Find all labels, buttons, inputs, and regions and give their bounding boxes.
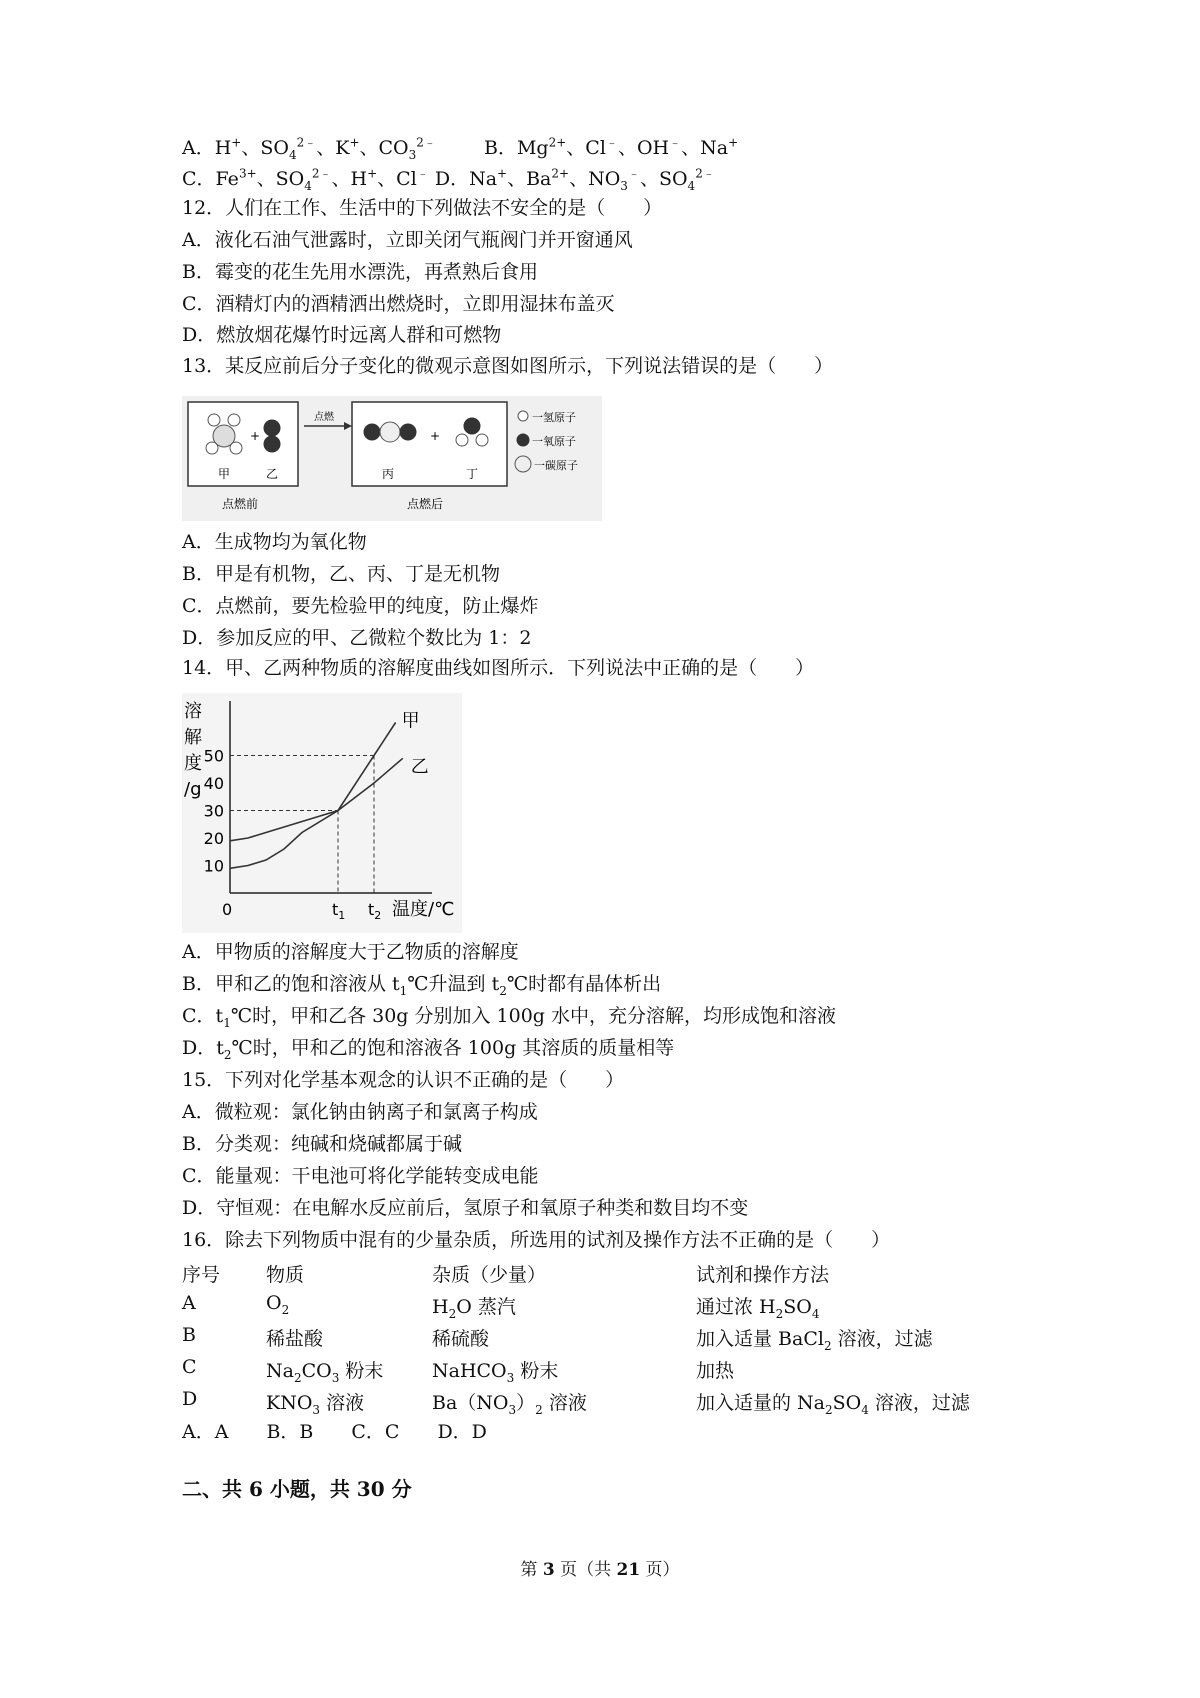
x-axis-label: 温度/℃ (392, 899, 455, 920)
q16-answer-options: A．A B．B C．C D．D (182, 1421, 487, 1443)
y-axis-label: 溶 (184, 701, 202, 722)
y-axis-label: 度 (184, 753, 202, 774)
y-tick-label: 40 (203, 774, 224, 793)
q15-option-c: C．能量观：干电池可将化学能转变成电能 (182, 1165, 539, 1187)
q11-options-cd: C．$Fe^{3+}$、$SO_4^{2﹣}$、H+、Cl﹣ D．Na+、$Ba^{2+}$、$NO_3^﹣$、$SO_4^{2﹣}$ (182, 166, 715, 193)
table-header-row (182, 1260, 982, 1284)
q12-option-c: C．酒精灯内的酒精洒出燃烧时，立即用湿抹布盖灭 (182, 293, 615, 315)
legend-hydrogen: 一氢原子 (532, 411, 576, 424)
q13-stem: 13．某反应前后分子变化的微观示意图如图所示，下列说法错误的是（ ） (182, 355, 834, 377)
q12-option-a: A．液化石油气泄露时，立即关闭气瓶阀门并开窗通风 (182, 229, 633, 251)
q13-option-c: C．点燃前，要先检验甲的纯度，防止爆炸 (182, 595, 539, 617)
y-axis-label: /g (184, 779, 202, 800)
y-tick-label: 30 (203, 801, 224, 821)
x-tick-label: $t_2$ (368, 900, 382, 922)
product-bing-label: 丙 (382, 467, 395, 481)
x-tick-label: $t_1$ (332, 900, 346, 922)
q15-option-b: B．分类观：纯碱和烧碱都属于碱 (182, 1133, 462, 1155)
table-row: B 稀盐酸 稀硫酸 加入适量 BaCl$_2$ 溶液，过滤 (182, 1324, 933, 1353)
q14-option-d: D．$t_2℃$时，甲和乙的饱和溶液各 100g 其溶质的质量相等 (182, 1037, 675, 1062)
q14-option-b: B．甲和乙的饱和溶液从 $t_1℃$升温到 $t_2℃$时都有晶体析出 (182, 973, 662, 998)
q12-option-b: B．霉变的花生先用水漂洗，再煮熟后食用 (182, 261, 538, 283)
col-header-impurity: 杂质（少量） (432, 1264, 547, 1286)
caption-after: 点燃后 (407, 497, 444, 511)
chart-background (182, 693, 462, 933)
col-header-substance: 物质 (266, 1264, 305, 1286)
q14-stem: 14．甲、乙两种物质的溶解度曲线如图所示．下列说法中正确的是（ ） (182, 657, 815, 679)
col-header-id: 序号 (182, 1264, 221, 1286)
q15-option-d: D．守恒观：在电解水反应前后，氢原子和氧原子种类和数目均不变 (182, 1197, 749, 1219)
q14-option-c: C．$t_1℃$时，甲和乙各 30g 分别加入 100g 水中，充分溶解，均形成饱和溶液 (182, 1005, 837, 1030)
q15-stem: 15．下列对化学基本观念的认识不正确的是（ ） (182, 1069, 625, 1091)
y-tick-label: 50 (203, 746, 224, 766)
col-header-method: 试剂和操作方法 (696, 1264, 830, 1286)
q13-option-d: D．参加反应的甲、乙微粒个数比为 1：2 (182, 627, 532, 649)
page-footer: 第 3 页（共 21 页） (520, 1560, 680, 1580)
product-ding-label: 丁 (466, 467, 479, 481)
q15-option-a: A．微粒观：氯化钠由钠离子和氯离子构成 (182, 1101, 538, 1123)
table-row: D $KNO_3$ 溶液 $Ba(NO_3)_2$ 溶液 加入适量的 $Na_2SO_4$ 溶液，过滤 (182, 1388, 970, 1417)
y-tick-label: 20 (203, 829, 224, 848)
x-tick-label: 0 (222, 900, 233, 919)
legend-carbon: 一碳原子 (534, 459, 578, 472)
solubility-chart (182, 693, 462, 933)
q12-option-d: D．燃放烟花爆竹时远离人群和可燃物 (182, 324, 502, 346)
q11-options-ab: A．H+、$SO_4^{2﹣}$、K+、$CO_3^{2﹣}$ B．$Mg^{2+}$、Cl﹣、OH﹣、Na+ (182, 135, 739, 162)
total-pages: 21 (616, 1560, 641, 1580)
q13-option-b: B．甲是有机物，乙、丙、丁是无机物 (182, 563, 500, 585)
q14-option-a: A．甲物质的溶解度大于乙物质的溶解度 (182, 941, 519, 963)
q13-option-a: A．生成物均为氧化物 (182, 531, 367, 553)
caption-before: 点燃前 (222, 497, 259, 511)
current-page: 3 (542, 1560, 555, 1580)
y-axis-label: 解 (184, 727, 202, 748)
series-label: 乙 (410, 756, 429, 778)
section-heading: 二、共 6 小题，共 30 分 (182, 1477, 412, 1501)
reactant-jia-label: 甲 (218, 467, 231, 481)
table-row: A $O_2$ $H_2O$ 蒸汽 通过浓 $H_2SO_4$ (182, 1292, 820, 1321)
q12-stem: 12．人们在工作、生活中的下列做法不安全的是（ ） (182, 197, 663, 219)
plus-sign-2: + (430, 429, 441, 443)
plus-sign-1: + (250, 429, 261, 443)
molecule-reaction-diagram (182, 396, 602, 521)
table-row: C $Na_2CO_3$ 粉末 NaHCO$_3$ 粉末 加热 (182, 1356, 735, 1385)
y-tick-label: 10 (203, 856, 224, 876)
q16-stem: 16．除去下列物质中混有的少量杂质，所选用的试剂及操作方法不正确的是（ ） (182, 1229, 891, 1251)
reactant-yi-label: 乙 (266, 467, 279, 481)
series-label: 甲 (401, 710, 420, 732)
arrow-label: 点燃 (314, 412, 334, 423)
legend-oxygen: 一氧原子 (532, 435, 576, 448)
